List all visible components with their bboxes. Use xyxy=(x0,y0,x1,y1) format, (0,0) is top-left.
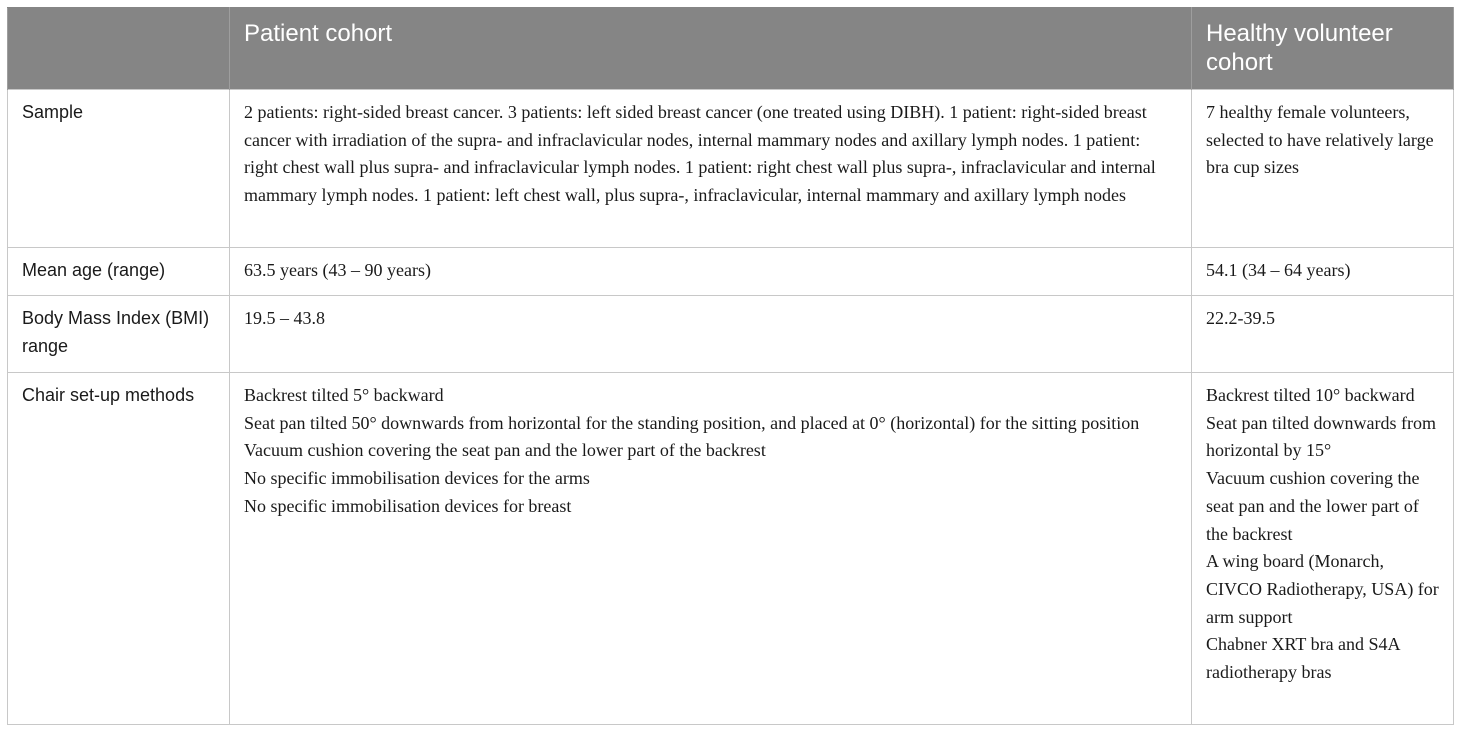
cell-line: Vacuum cushion covering the seat pan and the lower part of the backrest xyxy=(1206,468,1420,544)
cell-line: Seat pan tilted downwards from horizontal by 15° xyxy=(1206,412,1436,461)
cell-line: 19.5 – 43.8 xyxy=(244,308,325,328)
cell-line: 7 healthy female volunteers, selected to have relatively large bra cup sizes xyxy=(1206,102,1434,178)
cell-line: 63.5 years (43 – 90 years) xyxy=(244,260,431,280)
cell-line: Backrest tilted 10° backward xyxy=(1206,385,1415,405)
table-row xyxy=(8,373,1454,725)
header-cell-healthy-volunteer-cohort: Healthy volunteer cohort xyxy=(1192,8,1454,90)
row-label-bmi-range: Body Mass Index (BMI) range xyxy=(8,296,230,373)
cell-line: No specific immobilisation devices for breast xyxy=(244,495,572,516)
table-header xyxy=(8,8,1454,90)
header-cell-patient-cohort: Patient cohort xyxy=(230,8,1192,90)
cell-line: 54.1 (34 – 64 years) xyxy=(1206,260,1351,280)
cell-healthy-mean-age xyxy=(1192,248,1454,296)
cell-healthy-sample xyxy=(1192,90,1454,248)
cell-line: A wing board (Monarch, CIVCO Radiotherapy, USA) for arm support xyxy=(1206,551,1439,627)
cell-line: 22.2-39.5 xyxy=(1206,308,1275,328)
cell-line: 2 patients: right-sided breast cancer. 3 patients: left sided breast cancer (one treated using DIBH). 1 patient: right-sided breast cancer with irradiation of the supra- and infraclavicular nodes, internal mammary nodes and axillary lymph nodes. 1 patient: right chest wall plus supra- and infraclavicular lymph nodes. 1 patient: right chest wall plus supra-, infraclavicular and internal mammary lymph nodes. 1 patient: left chest wall, plus supra-, infraclavicular, internal mammary and axillary lymph nodes xyxy=(244,102,1156,206)
cell-patient-mean-age xyxy=(230,248,1192,296)
row-label-mean-age: Mean age (range) xyxy=(8,248,230,296)
row-label-sample: Sample xyxy=(8,90,230,248)
row-label-chair-setup: Chair set-up methods xyxy=(8,373,230,725)
table-row xyxy=(8,90,1454,248)
cell-line: Vacuum cushion covering the seat pan and the lower part of the backrest xyxy=(244,440,766,461)
cell-line: Chabner XRT bra and S4A radiotherapy bras xyxy=(1206,634,1400,683)
cell-healthy-chair-setup xyxy=(1192,373,1454,725)
cell-patient-chair-setup xyxy=(230,373,1192,725)
cohort-comparison-table xyxy=(7,7,1454,725)
header-row xyxy=(8,8,1454,90)
cell-line: Backrest tilted 5° backward xyxy=(244,385,444,405)
cell-patient-sample xyxy=(230,90,1192,248)
cell-line: No specific immobilisation devices for the arms xyxy=(244,468,590,489)
table-row xyxy=(8,248,1454,296)
cell-line: Seat pan tilted 50° downwards from horizontal for the standing position, and placed at 0° (horizontal) for the sitting position xyxy=(244,412,1140,433)
table-row xyxy=(8,296,1454,373)
cell-healthy-bmi-range xyxy=(1192,296,1454,373)
cell-patient-bmi-range xyxy=(230,296,1192,373)
header-cell-empty xyxy=(8,8,230,90)
table-body xyxy=(8,90,1454,725)
